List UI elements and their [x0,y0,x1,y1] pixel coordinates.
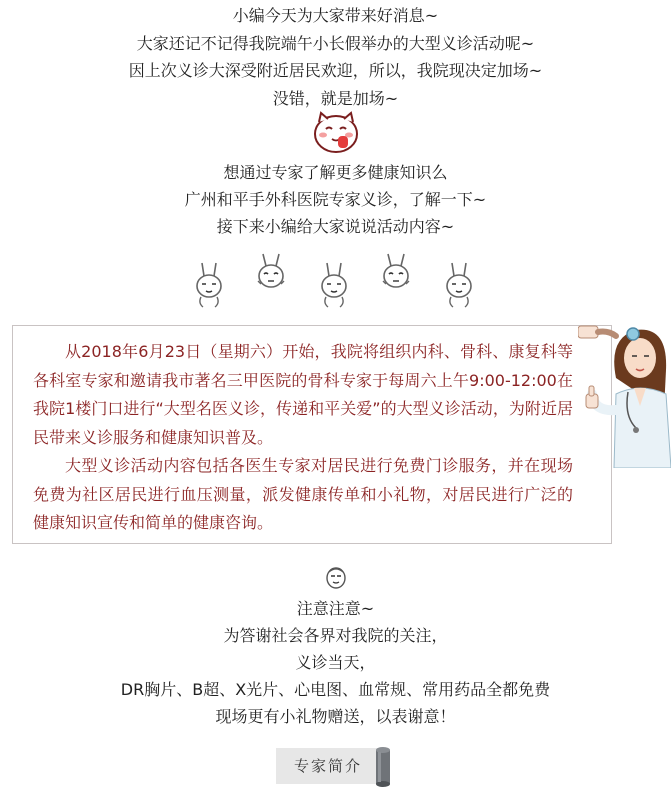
promo-line: 想通过专家了解更多健康知识么 [223,163,448,182]
bunny-sticker-icon [443,260,477,310]
notice-line: 注意注意~ [296,599,375,618]
expert-intro-tag[interactable] [276,748,392,786]
notice-text [0,595,671,730]
notice-line: DR胸片、B超、X光片、心电图、血常规、常用药品全都免费 [120,680,551,699]
intro-line: 没错，就是加场~ [272,88,399,108]
intro-line: 小编今天为大家带来好消息~ [232,6,439,25]
intro-text [0,2,671,112]
bunny-sticker-icon [380,250,414,300]
cat-sticker-icon [311,110,361,154]
notice-line: 为答谢社会各界对我院的关注， [223,626,448,645]
notice-line: 现场更有小礼物赠送，以表谢意！ [215,707,456,726]
intro-line: 因上次义诊大深受附近居民欢迎，所以，我院现决定加场~ [128,61,543,80]
bunny-sticker-icon [255,250,289,300]
activity-paragraph: 大型义诊活动内容包括各医生专家对居民进行免费门诊服务，并在现场免费为社区居民进行血压测量，派发健康传单和小礼物，对居民进行广泛的健康知识宣传和简单的健康咨询。 [33,456,573,532]
scroll-roll-icon [372,746,394,788]
expert-intro-button[interactable]: 专家简介 [276,748,380,784]
small-face-icon [325,566,347,590]
bunny-sticker-icon [318,260,352,310]
notice-line: 义诊当天， [295,653,376,672]
promo-line: 广州和平手外科医院专家义诊，了解一下~ [184,190,487,209]
intro-line: 大家还记不记得我院端午小长假举办的大型义诊活动呢~ [136,33,535,53]
nurse-thumbs-up-icon [578,318,671,468]
promo-line: 接下来小编给大家说说活动内容~ [216,217,455,236]
activity-paragraph: 从2018年6月23日（星期六）开始，我院将组织内科、骨科、康复科等各科室专家和邀请我市著名三甲医院的骨科专家于每周六上午9:00-12:00在我院1楼门口进行“大型名医义诊，传递和平关爱”的大型义诊活动，为附近居民带来义诊服务和健康知识普及。 [33,342,573,447]
bunny-sticker-icon [193,260,227,310]
activity-info-text [33,338,573,538]
promo-text [0,159,671,240]
bunny-sticker-row [0,250,671,306]
